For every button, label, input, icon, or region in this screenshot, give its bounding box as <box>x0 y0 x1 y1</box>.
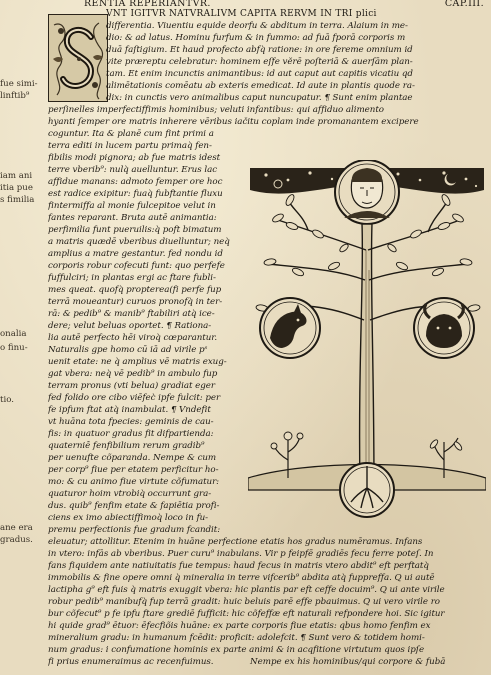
text-line: duā faſtigium. Et haud profecto abfq̀ ratione: in ore fereme omnium id <box>106 45 413 55</box>
text-line: dus. quib⁹ fenfim etate & fapiētia profi- <box>48 501 220 511</box>
text-line: vt huāna tota fpecies: geminis de cau- <box>48 417 214 427</box>
bleed-line: linftib⁹ <box>0 91 30 101</box>
bleed-line: fue simi- <box>0 79 38 89</box>
text-line: fintermiffa al monie fulcepitoe velut in <box>48 201 216 211</box>
text-line: premu perfectionis fue gradum fcandit: <box>48 525 221 535</box>
text-line: mineralium gradu: in humanum fcēdit: proficit: adolefcit. ¶ Sunt vero & totidem homi- <box>48 633 425 643</box>
text-line: hi quide grad⁹ ētuor: ēfecfiõis huāne: ex parte corporis fiue etatis: qbus homo fenfim ex <box>48 621 431 631</box>
bleed-line: ane era <box>0 523 33 533</box>
text-line: fe ipfum ftat atq̀ inambulat. ¶ Vndefit <box>48 405 211 415</box>
text-line: fibilis modi pignora; ab fue matris idest <box>48 153 221 163</box>
woodcut-tree-illustration <box>248 160 486 518</box>
text-line: fuffulciri; in plantas ergi ac ftare fubli- <box>48 273 216 283</box>
text-line: amplius a matre gestantur. fed nondu id <box>48 249 223 259</box>
text-line: in vtero: infās ab vberibus. Puer curu⁹ inabulans. Vir p feipfē gradiēs fecu ferre poteſ. In <box>48 549 434 559</box>
text-line: corporis robur cofecuti funt: quo perfefe <box>48 261 225 271</box>
text-line: lia autē perfecto hēi viroq̀ cœparantur. <box>48 333 218 343</box>
text-line: fantes reparant. Bruta autē animantia: <box>48 213 217 223</box>
text-line: dix: in cunctis vero animalibus caput nuncupatur. ¶ Sunt enim plantae <box>106 93 413 103</box>
bleed-line: gradus. <box>0 535 33 545</box>
text-line: fis: in quatuor gradus fit difpartienda: <box>48 429 214 439</box>
text-line: quaterniḗ fenfibilium rerum gradib⁹ <box>48 441 205 451</box>
text-line: differentia. Viuentiu equide deorfu & abditum in terra. Alaium in me- <box>106 21 408 31</box>
text-line: num gradus: i confumatione hominis ex parte animi & in acqfitione virtutum quos ipſe <box>48 645 425 655</box>
text-line: terram pronus (vti belua) gradiat eger <box>48 381 215 391</box>
text-line: vite præreptu celebratur: hominem eſfe vĕrē poſteriā & auerſām plan- <box>106 57 413 67</box>
catchline: Nempe ex his hominibus/qui corpore & fubā <box>250 657 446 667</box>
text-line: fans fiquidem ante natiuitatis fue tempus: haud fecus in matris vtero abdit⁹ eft perftatq̀ <box>48 561 429 571</box>
bleed-line: itia pue <box>0 183 33 193</box>
text-line: coguntur. Ita & planē cum fint primi a <box>48 129 214 139</box>
text-line: gat vbera: neq̀ vē pedib⁹ in ambulo fup <box>48 369 218 379</box>
text-line: dio: & ad latus. Hominu furfum & in fummo: ad fuā fporā corporis m <box>106 33 406 43</box>
chapter-number: CAP.III. <box>444 0 484 9</box>
header-title: RENTIA REPERIANTVR. <box>84 0 211 9</box>
text-line: bur cõfecut⁹ p fe ipfu ftare grediē fufficit: hic cõfeffæ eft naturali refpondere hoi. Sic igitur <box>48 609 445 619</box>
bleed-line: o finu- <box>0 343 28 353</box>
bleed-line: tio. <box>0 395 14 405</box>
text-line: terra editi in lucem partu primaq̀ fen- <box>48 141 212 151</box>
text-line: VNT IGITVR NATVRALIVM CAPITA RERVM IN TRI plici <box>106 9 377 19</box>
text-line: ciens ex imo abiectiffimoq̀ loco in fu- <box>48 513 209 523</box>
initial-ornament-icon <box>49 15 107 101</box>
facing-page-margin-text <box>0 78 44 638</box>
text-line: fed folido ore cibo viēfec̀ ipfe fulcit: per <box>48 393 221 403</box>
bleed-line: onalia <box>0 329 27 339</box>
text-line: tam. Et enim incunctis animantibus: id aut caput aut capitis vicatiu qd <box>106 69 413 79</box>
bleed-line: iam ani <box>0 171 33 181</box>
text-line: rā: & pedib⁹ & manib⁹ ftabiliri atq̀ ice- <box>48 309 215 319</box>
text-line: perſinelles imperfectiffimis hominibus; veluti infantibus: qui affiduo alimento <box>48 105 384 115</box>
text-line: per uenufte cõparanda. Nempe & cum <box>48 453 217 463</box>
text-line: alimētationis comēatu ab exteris emedicat. Id aute in plantis quode ra- <box>106 81 415 91</box>
text-line: lactipha g⁹ eft fuis q̀ matris exuggit vbera: hic plantis par eft ceffe docuim⁹. Q ui ante virile <box>48 585 445 595</box>
text-line: est radice exipitur: fuaq̀ fubftantie fluxu <box>48 189 223 199</box>
decorated-initial-s <box>48 14 108 102</box>
text-line: mes queat. quofq̀ propterea(fi perfe fup <box>48 285 222 295</box>
text-line: immobilis & fine opere omni q̀ mineralia in terre vifcerib⁹ abdita atq̀ fuppreffa. Q ui autē <box>48 573 435 583</box>
text-line: terrā moueantur) curuos pronofq̀ in ter- <box>48 297 223 307</box>
text-line: mo: & cu animo fiue virtute cõfumatur: <box>48 477 220 487</box>
text-line: hyanti ſemper ore matris inherere vēribus iačitu coplam inde promanantem excipere <box>48 117 419 127</box>
text-line: terre vberib⁹: nulq̀ auelluntur. Erus lac <box>48 165 218 175</box>
text-line: fi prius enumeraimus ac recenfuimus. <box>48 657 214 667</box>
text-line: dere; velut beluas oportet. ¶ Rationa- <box>48 321 212 331</box>
text-line: robur pedib⁹ manibufq̀ fup terrā gradit: huic beluis parē effe pbauimus. Q ui vero virile ro <box>48 597 440 607</box>
bleed-line: s fimilia <box>0 195 35 205</box>
text-line: uenit etate: ne q̀ amplius vē matris exug- <box>48 357 227 367</box>
text-line: per corp⁹ fiue per etatem perficitur ho- <box>48 465 219 475</box>
text-line: affidue manans: admoto femper ore hoc <box>48 177 223 187</box>
text-line: eleuatur; attollitur. Etenim in huāne perfectione etatis hos gradus numēramus. Infans <box>48 537 423 547</box>
text-line: quaturor hoim vtrobiq̀ occurrunt gra- <box>48 489 212 499</box>
text-line: a matris quædē vberibus diuelluntur; neq̀ <box>48 237 230 247</box>
tree-of-degrees-woodcut-icon <box>248 160 486 518</box>
text-line: perfimilia funt pueruilis:q̀ poft bimatum <box>48 225 222 235</box>
text-line: Naturalis gpe homo cū iā ad virile pˢ <box>48 345 208 355</box>
